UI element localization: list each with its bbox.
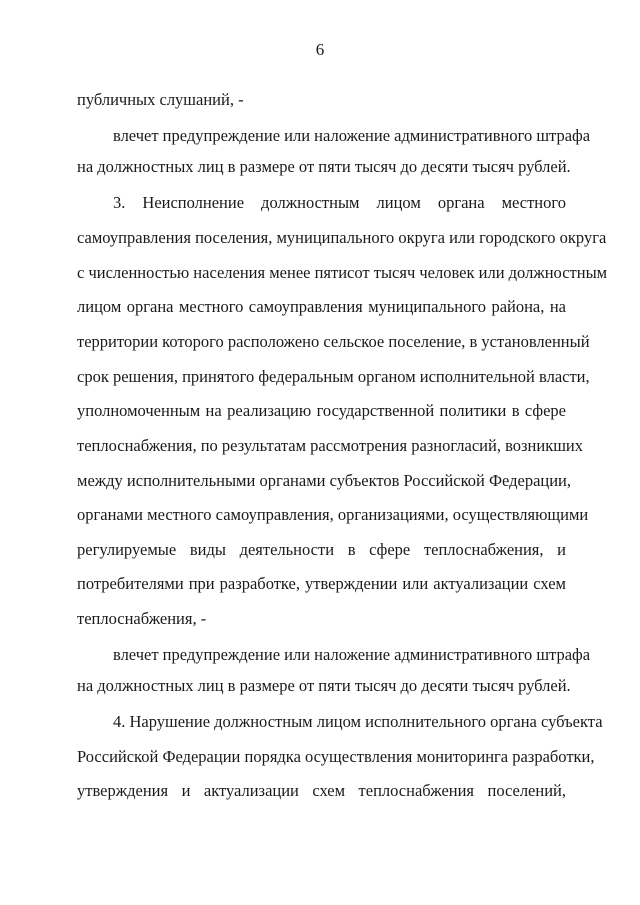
text-line: 3. Неисполнение должностным лицом органа местного xyxy=(113,193,566,212)
text-line: теплоснабжения, - xyxy=(77,609,207,628)
text-line: территории которого расположено сельское поселение, в установленный xyxy=(77,332,590,351)
text-line: влечет предупреждение или наложение административного штрафа xyxy=(113,645,591,664)
text-line: уполномоченным на реализацию государственной политики в сфере xyxy=(77,401,566,420)
text-line: регулируемые виды деятельности в сфере теплоснабжения, и xyxy=(77,540,566,559)
text-line: срок решения, принятого федеральным органом исполнительной власти, xyxy=(77,367,590,386)
text-line: потребителями при разработке, утверждении или актуализации схем xyxy=(77,574,566,593)
text-line: влечет предупреждение или наложение административного штрафа xyxy=(113,126,591,145)
page-number: 6 xyxy=(315,40,325,59)
text-line: на должностных лиц в размере от пяти тысяч до десяти тысяч рублей. xyxy=(77,157,571,176)
text-line: 4. Нарушение должностным лицом исполнительного органа субъекта xyxy=(113,712,603,731)
text-line: утверждения и актуализации схем теплоснабжения поселений, xyxy=(77,781,566,800)
text-line: теплоснабжения, по результатам рассмотрения разногласий, возникших xyxy=(77,436,583,455)
text-line: публичных слушаний, - xyxy=(77,90,244,109)
text-line: лицом органа местного самоуправления муниципального района, на xyxy=(77,297,566,316)
text-line: с численностью населения менее пятисот тысяч человек или должностным xyxy=(77,263,608,282)
text-line: Российской Федерации порядка осуществления мониторинга разработки, xyxy=(77,747,595,766)
text-line: между исполнительными органами субъектов Российской Федерации, xyxy=(77,471,572,490)
text-line: на должностных лиц в размере от пяти тысяч до десяти тысяч рублей. xyxy=(77,676,571,695)
text-line: органами местного самоуправления, организациями, осуществляющими xyxy=(77,505,589,524)
text-line: самоуправления поселения, муниципального округа или городского округа xyxy=(77,228,607,247)
